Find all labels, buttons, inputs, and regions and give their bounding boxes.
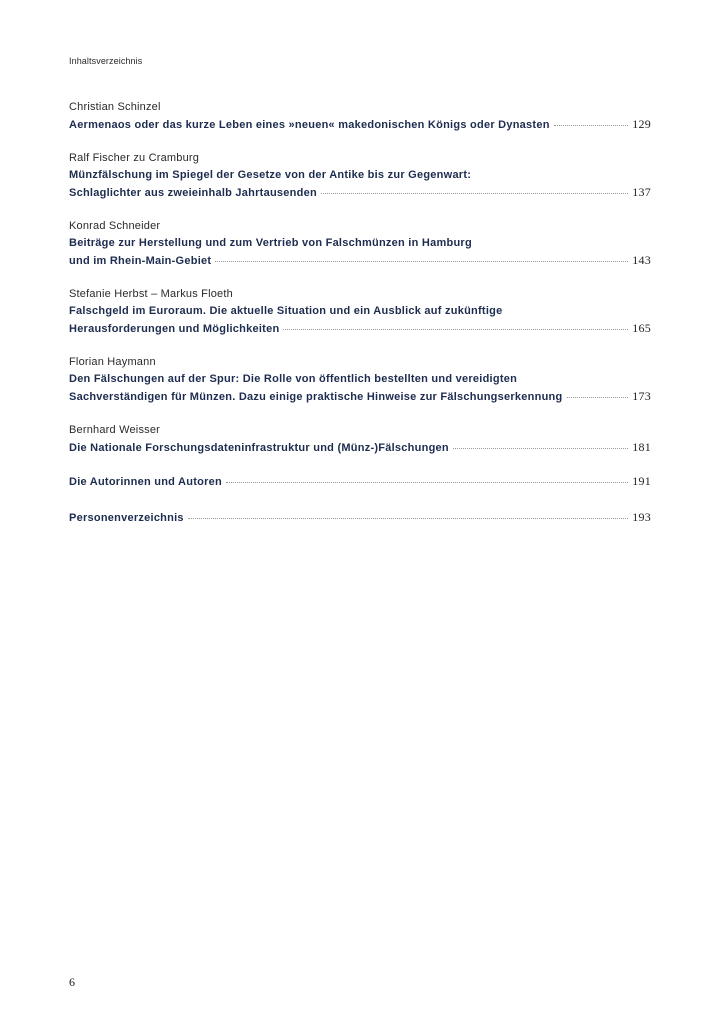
entry-title: Die Nationale Forschungsdateninfrastruktur und (Münz-)Fälschungen [69, 442, 449, 454]
leader-dots [226, 482, 628, 483]
running-head: Inhaltsverzeichnis [69, 56, 143, 66]
entry-title-line[interactable] [69, 252, 651, 270]
page-number: 6 [69, 975, 75, 989]
entry-title-line[interactable] [69, 473, 651, 491]
entry-title: Schlaglichter aus zweieinhalb Jahrtausenden [69, 187, 317, 199]
entry-title-line[interactable]: Münzfälschung im Spiegel der Gesetze von der Antike bis zur Gegenwart: [69, 169, 472, 181]
entry-author: Florian Haymann [69, 356, 156, 368]
entry-page-number: 137 [632, 185, 651, 199]
entry-page-number: 181 [632, 440, 651, 454]
entry-page-number: 173 [632, 389, 651, 403]
toc-entry [69, 218, 651, 270]
toc-entry [69, 286, 651, 338]
leader-dots [283, 329, 628, 330]
entry-title-line[interactable]: Den Fälschungen auf der Spur: Die Rolle von öffentlich bestellten und vereidigten [69, 373, 518, 385]
entry-title: Aermenaos oder das kurze Leben eines »neuen« makedonischen Königs oder Dynasten [69, 119, 550, 131]
leader-dots [188, 518, 628, 519]
entry-title-line[interactable] [69, 184, 651, 202]
leader-dots [453, 448, 628, 449]
toc-entry [69, 354, 651, 406]
leader-dots [554, 125, 629, 126]
entry-page-number: 129 [632, 117, 651, 131]
entry-title-line[interactable] [69, 320, 651, 338]
toc-entry [69, 509, 651, 527]
entry-author: Konrad Schneider [69, 220, 161, 232]
entry-title-line[interactable]: Falschgeld im Euroraum. Die aktuelle Situation und ein Ausblick auf zukünftige [69, 305, 503, 317]
entry-page-number: 191 [632, 474, 651, 488]
toc-entry [69, 473, 651, 491]
entry-author: Christian Schinzel [69, 101, 161, 113]
toc-entry [69, 99, 651, 134]
toc-entry [69, 422, 651, 457]
toc-entry [69, 150, 651, 202]
entry-page-number: 165 [632, 321, 651, 335]
entry-title-line[interactable] [69, 509, 651, 527]
leader-dots [567, 397, 629, 398]
entry-author: Stefanie Herbst – Markus Floeth [69, 288, 233, 300]
entry-title: Personenverzeichnis [69, 512, 184, 524]
entry-page-number: 193 [632, 510, 651, 524]
entry-title-line[interactable] [69, 439, 651, 457]
entry-title-line[interactable]: Beiträge zur Herstellung und zum Vertrieb von Falschmünzen in Hamburg [69, 237, 472, 249]
leader-dots [321, 193, 628, 194]
entry-title: Die Autorinnen und Autoren [69, 476, 222, 488]
entry-author: Bernhard Weisser [69, 424, 161, 436]
entry-title: und im Rhein-Main-Gebiet [69, 255, 212, 267]
entry-title-line[interactable] [69, 388, 651, 406]
entry-author: Ralf Fischer zu Cramburg [69, 152, 200, 164]
entry-title: Sachverständigen für Münzen. Dazu einige praktische Hinweise zur Fälschungserkennung [69, 391, 563, 403]
leader-dots [215, 261, 628, 262]
entry-title: Herausforderungen und Möglichkeiten [69, 323, 280, 335]
table-of-contents [69, 99, 651, 545]
entry-title-line[interactable] [69, 116, 651, 134]
entry-page-number: 143 [632, 253, 651, 267]
